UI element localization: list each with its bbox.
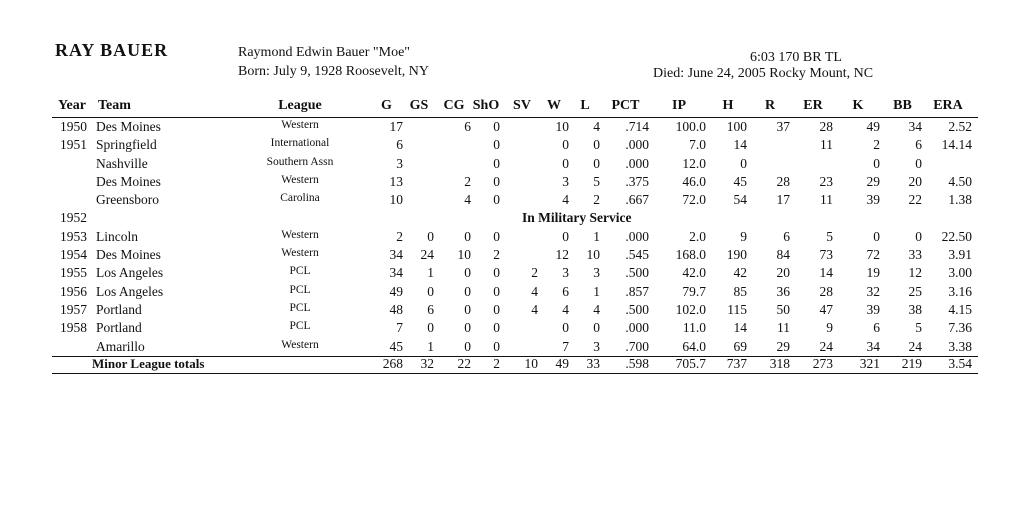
cell-g: 48	[389, 301, 403, 317]
cell-pct: .000	[625, 320, 649, 336]
cell-er: 5	[826, 228, 833, 244]
cell-r: 20	[776, 265, 790, 281]
cell-g: 7	[396, 320, 403, 336]
cell-league: Western	[281, 173, 319, 186]
cell-pct: .000	[625, 137, 649, 153]
cell-league: International	[270, 137, 330, 150]
cell-ip: 42.0	[682, 265, 706, 281]
cell-g: 34	[389, 247, 403, 263]
cell-k: 0	[873, 228, 880, 244]
cell-gs: 24	[420, 247, 434, 263]
cell-r: 17	[776, 192, 790, 208]
cell-h: 9	[740, 228, 747, 244]
cell-pct: .500	[625, 265, 649, 281]
totals-bb: 219	[901, 355, 922, 371]
cell-bb: 12	[908, 265, 922, 281]
cell-cg: 4	[464, 192, 471, 208]
cell-h: 42	[733, 265, 747, 281]
cell-sho: 0	[493, 137, 500, 153]
cell-sv: 4	[531, 283, 538, 299]
cell-team: Des Moines	[96, 119, 161, 134]
cell-ip: 2.0	[689, 228, 706, 244]
cell-er: 9	[826, 320, 833, 336]
cell-league: PCL	[289, 283, 311, 296]
cell-l: 1	[593, 283, 600, 299]
cell-h: 14	[733, 320, 747, 336]
cell-g: 10	[389, 192, 403, 208]
cell-er: 14	[819, 265, 833, 281]
cell-year: 1955	[60, 265, 87, 281]
cell-k: 49	[866, 119, 880, 134]
cell-sho: 0	[493, 320, 500, 336]
cell-era: 14.14	[941, 137, 972, 153]
cell-pct: .700	[625, 338, 649, 354]
table-row	[52, 155, 978, 173]
cell-team: Greensboro	[96, 192, 159, 208]
cell-ip: 100.0	[675, 119, 706, 134]
cell-cg: 0	[464, 338, 471, 354]
table-header-row	[52, 97, 978, 118]
cell-er: 28	[819, 283, 833, 299]
totals-row	[52, 356, 978, 374]
cell-pct: .000	[625, 155, 649, 171]
table-row	[52, 228, 978, 246]
cell-league: Western	[281, 119, 319, 131]
cell-ip: 64.0	[682, 338, 706, 354]
totals-w: 49	[555, 355, 569, 371]
cell-year: 1957	[60, 301, 87, 317]
cell-team: Amarillo	[96, 338, 145, 354]
cell-league: Southern Assn	[266, 155, 334, 168]
cell-pct: .714	[625, 119, 649, 134]
cell-sho: 0	[493, 301, 500, 317]
cell-r: 37	[776, 119, 790, 134]
cell-h: 190	[726, 247, 747, 263]
cell-r: 28	[776, 173, 790, 189]
death-info: Died: June 24, 2005 Rocky Mount, NC	[653, 66, 874, 81]
totals-h: 737	[726, 355, 747, 371]
cell-ip: 46.0	[682, 173, 706, 189]
cell-era: 7.36	[948, 320, 972, 336]
cell-w: 0	[562, 228, 569, 244]
cell-era: 22.50	[941, 228, 972, 244]
table-row	[52, 264, 978, 282]
cell-team: Los Angeles	[96, 265, 164, 281]
cell-w: 6	[562, 283, 569, 299]
cell-cg: 0	[464, 265, 471, 281]
cell-er: 73	[819, 247, 833, 263]
cell-bb: 0	[915, 228, 922, 244]
cell-sho: 0	[493, 338, 500, 354]
cell-h: 85	[733, 283, 747, 299]
cell-league: PCL	[289, 265, 311, 278]
table-row	[52, 136, 978, 154]
cell-l: 5	[593, 173, 600, 189]
cell-er: 47	[819, 301, 833, 317]
cell-h: 0	[740, 155, 747, 171]
cell-w: 4	[562, 301, 569, 317]
pitching-stats-table	[52, 97, 978, 374]
cell-bb: 6	[915, 137, 922, 153]
totals-l: 33	[586, 355, 600, 371]
cell-h: 45	[733, 173, 747, 189]
cell-er: 23	[819, 173, 833, 189]
cell-gs: 1	[427, 338, 434, 354]
cell-l: 2	[593, 192, 600, 208]
cell-era: 3.00	[948, 265, 972, 281]
cell-league: PCL	[289, 301, 311, 314]
cell-g: 3	[396, 155, 403, 171]
cell-team: Des Moines	[96, 173, 161, 189]
cell-sho: 0	[493, 192, 500, 208]
cell-k: 19	[866, 265, 880, 281]
cell-ip: 102.0	[675, 301, 706, 317]
cell-bb: 34	[908, 119, 922, 134]
cell-r: 36	[776, 283, 790, 299]
cell-ip: 12.0	[682, 155, 706, 171]
cell-team: Portland	[96, 301, 142, 317]
header-cg: CG	[443, 98, 465, 113]
cell-k: 34	[866, 338, 880, 354]
cell-h: 115	[727, 301, 747, 317]
cell-cg: 0	[464, 320, 471, 336]
table-row	[52, 191, 978, 209]
cell-year: 1958	[60, 320, 87, 336]
cell-ip: 168.0	[675, 247, 706, 263]
cell-pct: .000	[625, 228, 649, 244]
cell-bb: 20	[908, 173, 922, 189]
totals-r: 318	[769, 355, 790, 371]
cell-team: Lincoln	[96, 228, 138, 244]
cell-k: 2	[873, 137, 880, 153]
cell-pct: .667	[625, 192, 649, 208]
cell-l: 0	[593, 320, 600, 336]
cell-team: Springfield	[96, 137, 157, 153]
header-r: R	[764, 98, 776, 113]
cell-sho: 0	[493, 228, 500, 244]
cell-league: Western	[281, 247, 319, 260]
table-row	[52, 173, 978, 191]
cell-bb: 24	[908, 338, 922, 354]
cell-er: 11	[820, 192, 833, 208]
player-name: RAY BAUER	[55, 40, 169, 60]
cell-sho: 2	[493, 247, 500, 263]
cell-ip: 79.7	[682, 283, 706, 299]
cell-w: 0	[562, 155, 569, 171]
cell-r: 11	[777, 320, 790, 336]
cell-pct: .545	[625, 247, 649, 263]
cell-er: 24	[819, 338, 833, 354]
cell-w: 0	[562, 320, 569, 336]
cell-sho: 0	[493, 173, 500, 189]
cell-year: 1956	[60, 283, 87, 299]
cell-l: 10	[586, 247, 600, 263]
cell-sv: 2	[531, 265, 538, 281]
cell-w: 3	[562, 173, 569, 189]
cell-er: 11	[820, 137, 833, 153]
cell-league: Carolina	[280, 192, 320, 205]
cell-l: 0	[593, 137, 600, 153]
cell-k: 6	[873, 320, 880, 336]
table-row	[52, 246, 978, 264]
header-sv: SV	[513, 98, 531, 113]
cell-era: 4.50	[948, 173, 972, 189]
cell-era: 3.16	[948, 283, 972, 299]
cell-year: 1950	[60, 119, 87, 134]
cell-cg: 6	[464, 119, 471, 134]
totals-cg: 22	[457, 355, 471, 371]
cell-cg: 0	[464, 228, 471, 244]
totals-pct: .598	[625, 355, 649, 371]
cell-l: 4	[593, 301, 600, 317]
cell-r: 50	[776, 301, 790, 317]
cell-gs: 0	[427, 228, 434, 244]
cell-r: 84	[776, 247, 790, 263]
birth-info: Born: July 9, 1928 Roosevelt, NY	[238, 64, 429, 79]
totals-k: 321	[859, 355, 880, 371]
table-row	[52, 338, 978, 356]
cell-g: 13	[389, 173, 403, 189]
cell-bb: 5	[915, 320, 922, 336]
cell-h: 69	[733, 338, 747, 354]
cell-ip: 72.0	[682, 192, 706, 208]
cell-k: 29	[866, 173, 880, 189]
cell-year: 1951	[60, 137, 87, 153]
cell-r: 6	[783, 228, 790, 244]
cell-cg: 0	[464, 301, 471, 317]
totals-era: 3.54	[948, 355, 972, 371]
cell-year: 1954	[60, 247, 87, 263]
totals-sv: 10	[524, 355, 538, 371]
cell-w: 10	[555, 119, 569, 134]
cell-r: 29	[776, 338, 790, 354]
totals-er: 273	[812, 355, 833, 371]
cell-cg: 0	[464, 283, 471, 299]
cell-k: 72	[866, 247, 880, 263]
cell-g: 49	[389, 283, 403, 299]
header-h: H	[722, 98, 734, 113]
cell-ip: 7.0	[689, 137, 706, 153]
cell-g: 34	[389, 265, 403, 281]
cell-team: Portland	[96, 320, 142, 336]
header-l: L	[580, 98, 590, 113]
header-w: W	[547, 98, 561, 113]
cell-team: Los Angeles	[96, 283, 164, 299]
cell-pct: .500	[625, 301, 649, 317]
cell-er: 28	[819, 119, 833, 134]
header-bb: BB	[893, 98, 912, 113]
cell-sv: 4	[531, 301, 538, 317]
cell-w: 7	[562, 338, 569, 354]
cell-league: PCL	[289, 320, 311, 333]
totals-g: 268	[382, 355, 403, 371]
cell-gs: 0	[427, 283, 434, 299]
header-k: K	[852, 98, 864, 113]
totals-gs: 32	[420, 355, 434, 371]
header-ip: IP	[672, 98, 686, 113]
cell-era: 1.38	[948, 192, 972, 208]
cell-k: 32	[866, 283, 880, 299]
cell-l: 3	[593, 265, 600, 281]
table-row	[52, 301, 978, 319]
cell-h: 54	[733, 192, 747, 208]
cell-sho: 0	[493, 155, 500, 171]
cell-g: 17	[389, 119, 403, 134]
header-team: Team	[98, 98, 131, 113]
table-body	[52, 118, 978, 356]
header-year: Year	[58, 98, 86, 113]
header-sho: ShO	[472, 98, 500, 113]
cell-h: 14	[733, 137, 747, 153]
service-year: 1952	[60, 210, 87, 226]
cell-k: 39	[866, 301, 880, 317]
cell-bb: 38	[908, 301, 922, 317]
cell-w: 4	[562, 192, 569, 208]
cell-era: 3.91	[948, 247, 972, 263]
table-row	[52, 319, 978, 337]
cell-era: 2.52	[948, 119, 972, 134]
military-service-row	[52, 209, 978, 227]
cell-cg: 2	[464, 173, 471, 189]
cell-team: Des Moines	[96, 247, 161, 263]
cell-ip: 11.0	[682, 320, 706, 336]
cell-gs: 6	[427, 301, 434, 317]
cell-bb: 22	[908, 192, 922, 208]
table-row	[52, 283, 978, 301]
totals-label: Minor League totals	[92, 355, 205, 371]
header-g: G	[381, 98, 392, 113]
header-gs: GS	[409, 98, 429, 113]
cell-gs: 0	[427, 320, 434, 336]
cell-w: 0	[562, 137, 569, 153]
cell-pct: .857	[625, 283, 649, 299]
cell-sho: 0	[493, 283, 500, 299]
cell-g: 6	[396, 137, 403, 153]
cell-pct: .375	[625, 173, 649, 189]
cell-k: 39	[866, 192, 880, 208]
cell-g: 2	[396, 228, 403, 244]
service-note: In Military Service	[522, 210, 632, 226]
table-row	[52, 118, 978, 136]
cell-bb: 0	[915, 155, 922, 171]
cell-l: 0	[593, 155, 600, 171]
cell-era: 3.38	[948, 338, 972, 354]
cell-era: 4.15	[948, 301, 972, 317]
header-league: League	[278, 98, 322, 113]
totals-ip: 705.7	[675, 355, 706, 371]
totals-sho: 2	[493, 355, 500, 371]
physical-info: 6:03 170 BR TL	[750, 50, 842, 65]
cell-gs: 1	[427, 265, 434, 281]
header-er: ER	[803, 98, 823, 113]
cell-l: 4	[593, 119, 600, 134]
cell-sho: 0	[493, 265, 500, 281]
cell-cg: 10	[457, 247, 471, 263]
cell-l: 3	[593, 338, 600, 354]
header-era: ERA	[933, 98, 963, 113]
cell-w: 3	[562, 265, 569, 281]
cell-bb: 25	[908, 283, 922, 299]
cell-k: 0	[873, 155, 880, 171]
cell-sho: 0	[493, 119, 500, 134]
player-full-name: Raymond Edwin Bauer "Moe"	[238, 45, 411, 60]
cell-league: Western	[281, 338, 319, 351]
cell-team: Nashville	[96, 155, 148, 171]
header-pct: PCT	[611, 98, 640, 113]
cell-bb: 33	[908, 247, 922, 263]
cell-g: 45	[389, 338, 403, 354]
cell-league: Western	[281, 228, 319, 241]
cell-year: 1953	[60, 228, 87, 244]
cell-h: 100	[726, 119, 747, 134]
cell-w: 12	[555, 247, 569, 263]
cell-l: 1	[593, 228, 600, 244]
